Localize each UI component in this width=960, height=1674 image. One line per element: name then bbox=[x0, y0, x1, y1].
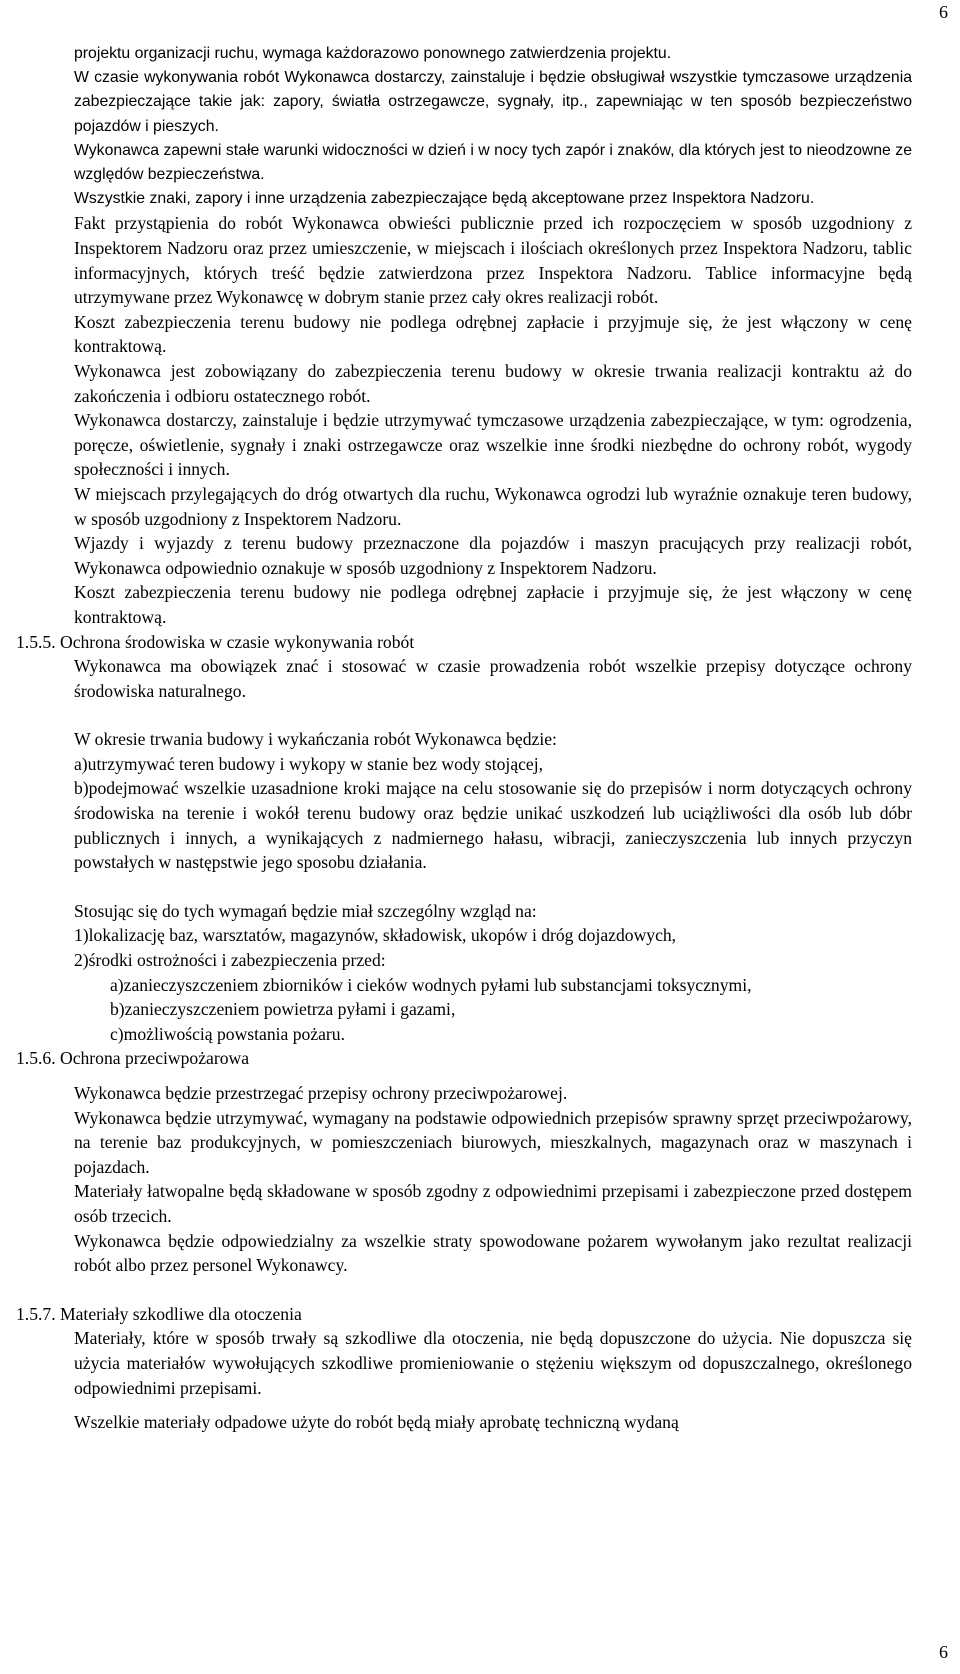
page-number-bottom: 6 bbox=[939, 1642, 948, 1662]
paragraph: Wykonawca będzie przestrzegać przepisy ochrony przeciwpożarowej. bbox=[74, 1083, 568, 1104]
spacer bbox=[74, 1071, 912, 1081]
list-subitem: b)zanieczyszczeniem powietrza pyłami i gazami, bbox=[110, 999, 456, 1020]
spacer bbox=[74, 703, 912, 727]
paragraph: Materiały, które w sposób trwały są szkodliwe dla otoczenia, nie będą dopuszczone do użycia. Nie dopuszcza się użycia materiałów wywołujących szkodliwe promieniowanie o stężeniu większym od dopuszczalnego, określonego odpowiednimi przepisami. bbox=[74, 1328, 912, 1398]
document-body bbox=[16, 42, 912, 1435]
paragraph: Koszt zabezpieczenia terenu budowy nie podlega odrębnej zapłacie i przyjmuje się, że jest włączony w cenę kontraktową. bbox=[74, 311, 912, 357]
page-number-top: 6 bbox=[939, 2, 948, 22]
paragraph: Wykonawca ma obowiązek znać i stosować w czasie prowadzenia robót wszelkie przepisy dotyczące ochrony środowiska naturalnego. bbox=[74, 656, 912, 701]
spacer bbox=[74, 1400, 912, 1410]
paragraph: Koszt zabezpieczenia terenu budowy nie podlega odrębnej zapłacie i przyjmuje się, że jest włączony w cenę kontraktową. bbox=[74, 582, 912, 627]
paragraph: Stosując się do tych wymagań będzie miał szczególny wzgląd na: bbox=[74, 900, 537, 921]
list-item: 1)lokalizację baz, warsztatów, magazynów, składowisk, ukopów i dróg dojazdowych, bbox=[74, 925, 677, 946]
paragraph: W okresie trwania budowy i wykańczania robót Wykonawca będzie: bbox=[74, 729, 557, 750]
list-item: a)utrzymywać teren budowy i wykopy w stanie bez wody stojącej, bbox=[74, 753, 544, 774]
paragraph: Wykonawca będzie utrzymywać, wymagany na podstawie odpowiednich przepisów sprawny sprzęt przeciwpożarowy, na terenie baz produkcyjnych, w pomieszczeniach biurowych, mieszkalnych, magazynach oraz w maszynach i pojazdach. bbox=[74, 1107, 912, 1177]
section-heading-1-5-6: 1.5.6. Ochrona przeciwpożarowa bbox=[16, 1048, 250, 1069]
paragraph: Wszelkie materiały odpadowe użyte do robót będą miały aprobatę techniczną wydaną bbox=[74, 1412, 679, 1433]
paragraph: Wykonawca będzie odpowiedzialny za wszelkie straty spowodowane pożarem wywołanym jako rezultat realizacji robót albo przez personel Wykonawcy. bbox=[74, 1230, 912, 1276]
paragraph: Wykonawca dostarczy, zainstaluje i będzie utrzymywać tymczasowe urządzenia zabezpieczające, w tym: ogrodzenia, poręcze, oświetlenie, sygnały i znaki ostrzegawcze oraz wszelkie inne środki niezbędne do ochrony robót, wygody społeczności i innych. bbox=[74, 410, 912, 480]
paragraph: Fakt przystąpienia do robót Wykonawca obwieści publicznie przed ich rozpoczęciem w sposób uzgodniony z Inspektorem Nadzoru oraz przez umieszczenie, w miejscach i ilościach określonych przez Inspektora Nadzoru, tablic informacyjnych, których treść będzie zatwierdzona przez Inspektora Nadzoru. Tablice informacyjne będą utrzymywane przez Wykonawcę w dobrym stanie przez cały okres realizacji robót. bbox=[74, 213, 912, 308]
paragraph: W czasie wykonywania robót Wykonawca dostarczy, zainstaluje i będzie obsługiwał wszystkie tymczasowe urządzenia zabezpieczające takie jak: zapory, światła ostrzegawcze, sygnały, itp., zapewniając w ten sposób bezpieczeństwo pojazdów i pieszych. bbox=[74, 69, 912, 135]
spacer bbox=[74, 1278, 912, 1302]
paragraph: Wszystkie znaki, zapory i inne urządzenia zabezpieczające będą akceptowane przez Inspektora Nadzoru. bbox=[74, 190, 815, 208]
list-item: b)podejmować wszelkie uzasadnione kroki mające na celu stosowanie się do przepisów i norm dotyczących ochrony środowiska na terenie i wokół terenu budowy oraz będzie unikać uszkodzeń lub uciążliwości dla osób lub dóbr publicznych i innych, a wynikających z nadmiernego hałasu, wibracji, zanieczyszczenia lub innych przyczyn powstałych w następstwie jego sposobu działania. bbox=[74, 778, 912, 873]
paragraph: Wykonawca jest zobowiązany do zabezpieczenia terenu budowy w okresie trwania realizacji kontraktu aż do zakończenia i odbioru ostatecznego robót. bbox=[74, 360, 912, 406]
paragraph: Wykonawca zapewni stałe warunki widoczności w dzień i w nocy tych zapór i znaków, dla których jest to nieodzowne ze względów bezpieczeństwa. bbox=[74, 141, 912, 184]
paragraph: Wjazdy i wyjazdy z terenu budowy przeznaczone dla pojazdów i maszyn pracujących przy realizacji robót, Wykonawca odpowiednio oznakuje w sposób uzgodniony z Inspektorem Nadzoru. bbox=[74, 533, 912, 578]
list-item: 2)środki ostrożności i zabezpieczenia przed: bbox=[74, 950, 386, 971]
paragraph: projektu organizacji ruchu, wymaga każdorazowo ponownego zatwierdzenia projektu. bbox=[74, 45, 672, 62]
section-heading-1-5-5: 1.5.5. Ochrona środowiska w czasie wykonywania robót bbox=[16, 631, 415, 652]
paragraph: W miejscach przylegających do dróg otwartych dla ruchu, Wykonawca ogrodzi lub wyraźnie oznakuje teren budowy, w sposób uzgodniony z Inspektorem Nadzoru. bbox=[74, 483, 912, 529]
paragraph: Materiały łatwopalne będą składowane w sposób zgodny z odpowiednimi przepisami i zabezpieczone przed dostępem osób trzecich. bbox=[74, 1181, 912, 1226]
spacer bbox=[74, 875, 912, 899]
list-subitem: c)możliwością powstania pożaru. bbox=[110, 1023, 345, 1044]
list-subitem: a)zanieczyszczeniem zbiorników i cieków wodnych pyłami lub substancjami toksycznymi, bbox=[110, 974, 752, 995]
section-heading-1-5-7: 1.5.7. Materiały szkodliwe dla otoczenia bbox=[16, 1303, 302, 1324]
